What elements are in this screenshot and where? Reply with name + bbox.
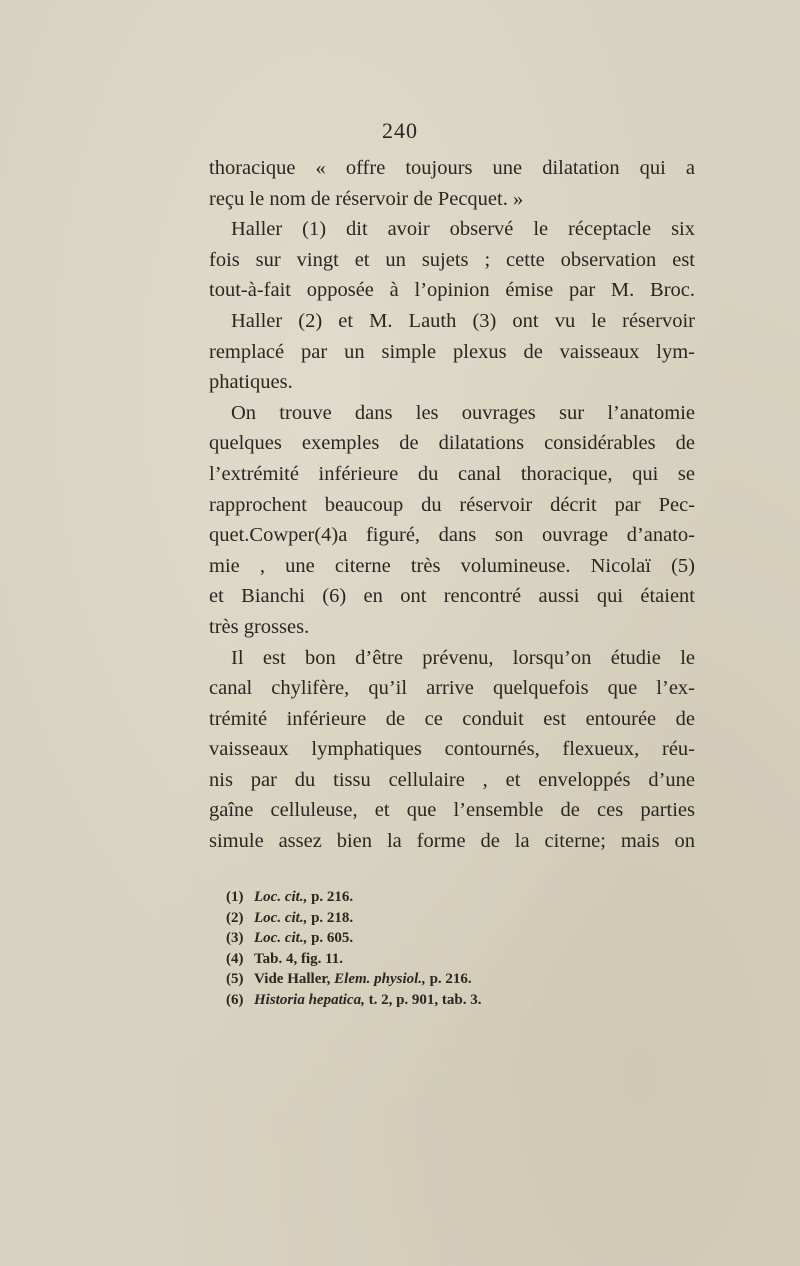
paragraph xyxy=(209,643,695,857)
text-line: Haller (1) dit avoir observé le réceptacle six xyxy=(231,218,695,241)
footnotes xyxy=(226,887,546,1010)
text-line: On trouve dans les ouvrages sur l’anatomie xyxy=(231,401,695,424)
text-line: gaîne celluleuse, et que l’ensemble de ces parties xyxy=(209,799,695,822)
text-line: thoracique « offre toujours une dilatation qui a xyxy=(209,157,695,179)
text-line: très grosses. xyxy=(209,615,310,638)
footnote-title: Loc. cit., xyxy=(254,930,308,946)
footnote-title: Loc. cit., xyxy=(254,889,308,905)
text-line: mie , une citerne très volumineuse. Nicolaï (5) xyxy=(209,554,695,577)
footnote xyxy=(226,969,546,990)
text-line: canal chylifère, qu’il arrive quelquefois que l’ex- xyxy=(209,677,695,700)
footnote-ref: Vide Haller, xyxy=(254,971,335,987)
footnote xyxy=(226,949,546,970)
paragraph xyxy=(209,398,695,643)
footnote-ref: p. 605. xyxy=(307,930,354,946)
footnote-ref: p. 216. xyxy=(307,889,354,905)
footnote-ref: Tab. 4, fig. 11. xyxy=(254,950,344,967)
footnote-ref: p. 218. xyxy=(307,909,354,926)
text-line: rapprochent beaucoup du réservoir décrit par Pec- xyxy=(209,493,695,516)
footnote-mark: (6) xyxy=(226,991,244,1008)
footnote-mark: (1) xyxy=(226,889,244,905)
footnote-ref: p. 216. xyxy=(425,971,472,987)
footnote xyxy=(226,887,546,908)
footnote-mark: (5) xyxy=(226,971,244,987)
footnote-title: Historia hepatica, xyxy=(254,991,365,1008)
footnote xyxy=(226,928,546,949)
text-line: quet.Cowper(4)a figuré, dans son ouvrage d’anato- xyxy=(209,524,695,547)
paragraph xyxy=(209,306,695,398)
text-line: et Bianchi (6) en ont rencontré aussi qui étaient xyxy=(209,585,695,608)
paragraph xyxy=(209,214,695,306)
text-line: remplacé par un simple plexus de vaisseaux lym- xyxy=(209,340,695,363)
footnote-mark: (3) xyxy=(226,930,244,946)
text-line: Il est bon d’être prévenu, lorsqu’on étudie le xyxy=(231,646,695,669)
text-line: quelques exemples de dilatations considérables de xyxy=(209,432,695,455)
footnote-mark: (2) xyxy=(226,909,244,926)
page-number: 240 xyxy=(382,118,418,143)
text-line: nis par du tissu cellulaire , et enveloppés d’une xyxy=(209,768,695,791)
text-line: simule assez bien la forme de la citerne; mais on xyxy=(209,830,695,853)
text-line: l’extrémité inférieure du canal thoracique, qui se xyxy=(209,462,695,485)
paragraph xyxy=(209,153,695,214)
footnote xyxy=(226,908,546,929)
body-text xyxy=(209,153,695,857)
text-line: reçu le nom de réservoir de Pecquet. » xyxy=(209,187,524,210)
footnote-title: Elem. physiol., xyxy=(334,971,426,987)
text-line: phatiques. xyxy=(209,371,293,394)
text-line: fois sur vingt et un sujets ; cette observation est xyxy=(209,248,695,271)
text-line: vaisseaux lymphatiques contournés, flexueux, réu- xyxy=(209,738,695,761)
text-line: trémité inférieure de ce conduit est entourée de xyxy=(209,707,695,730)
text-line: tout-à-fait opposée à l’opinion émise par M. Broc. xyxy=(209,279,695,302)
footnote xyxy=(226,990,546,1011)
footnote-ref: t. 2, p. 901, tab. 3. xyxy=(364,991,482,1008)
text-line: Haller (2) et M. Lauth (3) ont vu le réservoir xyxy=(231,309,695,332)
footnote-title: Loc. cit., xyxy=(254,909,308,926)
footnote-mark: (4) xyxy=(226,950,244,967)
